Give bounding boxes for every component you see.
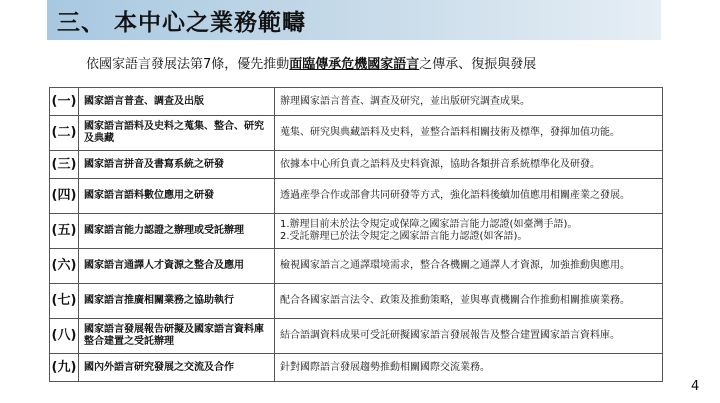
- item-name: 國家語言語料及史料之蒐集、整合、研究及典藏: [79, 116, 275, 151]
- item-name: 國家語言推廣相關業務之協助執行: [79, 284, 275, 319]
- description-line: 透過產學合作或部會共同研發等方式，強化語料後續加值應用相關產業之發展。: [280, 190, 630, 201]
- page-number: 4: [691, 379, 700, 394]
- item-number: (三): [50, 151, 79, 179]
- table-row: [50, 354, 663, 382]
- item-description: [275, 284, 663, 319]
- item-number: (七): [50, 284, 79, 319]
- item-number: (八): [50, 319, 79, 354]
- description-line: 檢視國家語言之通譯環境需求，整合各機關之通譯人才資源，加強推動與應用。: [280, 260, 630, 271]
- item-number: (九): [50, 354, 79, 382]
- description-line: 配合各國家語言法令、政策及推動策略，並與專責機關合作推動相關推廣業務。: [280, 295, 630, 306]
- item-description: [275, 249, 663, 284]
- item-number: (二): [50, 116, 79, 151]
- intro-emphasis: 面臨傳承危機國家語言: [289, 57, 420, 72]
- item-name: 國家語言通譯人才資源之整合及應用: [79, 249, 275, 284]
- item-number: (四): [50, 179, 79, 214]
- item-description: [275, 151, 663, 179]
- table-row: [50, 319, 663, 354]
- item-description: [275, 354, 663, 382]
- item-description: [275, 319, 663, 354]
- table-row: [50, 116, 663, 151]
- description-line: 結合語調資料成果可受託研擬國家語言發展報告及整合建置國家語言資料庫。: [280, 330, 620, 341]
- table-row: [50, 179, 663, 214]
- description-line: 針對國際語言發展趨勢推動相關國際交流業務。: [280, 361, 490, 373]
- item-name: 國內外語言研究發展之交流及合作: [79, 354, 275, 382]
- item-description: [275, 179, 663, 214]
- table-row: [50, 88, 663, 116]
- item-name: 國家語言能力認證之辦理或受託辦理: [79, 214, 275, 249]
- item-name: 國家語言普查、調查及出版: [79, 88, 275, 116]
- description-line: 依據本中心所負責之語料及史料資源，協助各類拼音系統標準化及研發。: [280, 158, 600, 170]
- item-number: (一): [50, 88, 79, 116]
- item-description: [275, 116, 663, 151]
- page-title: 三、 本中心之業務範疇: [57, 9, 307, 36]
- intro-sentence: [86, 53, 536, 72]
- table-row: [50, 151, 663, 179]
- item-description: [275, 88, 663, 116]
- item-name: 國家語言發展報告研擬及國家語言資料庫整合建置之受託辦理: [79, 319, 275, 354]
- description-line: 辦理國家語言普查、調查及研究，並出版研究調查成果。: [280, 95, 530, 107]
- intro-suffix: 之傳承、復振與發展: [419, 57, 537, 72]
- table-row: [50, 284, 663, 319]
- item-number: (五): [50, 214, 79, 249]
- table-row: [50, 214, 663, 249]
- item-name: 國家語言語料數位應用之研發: [79, 179, 275, 214]
- description-line: 1.辦理目前未於法令規定或保障之國家語言能力認證(如臺灣手語)。: [280, 219, 578, 230]
- description-line: 2.受託辦理已於法令規定之國家語言能力認證(如客語)。: [280, 231, 528, 242]
- description-line: 蒐集、研究與典藏語料及史料，並整合語料相關技術及標準，發揮加值功能。: [280, 127, 620, 138]
- business-scope-table: [49, 87, 663, 382]
- table-row: [50, 249, 663, 284]
- intro-prefix: 依國家語言發展法第7條，優先推動: [86, 57, 290, 72]
- item-number: (六): [50, 249, 79, 284]
- item-description: [275, 214, 663, 249]
- title-bar: [47, 0, 661, 40]
- item-name: 國家語言拼音及書寫系統之研發: [79, 151, 275, 179]
